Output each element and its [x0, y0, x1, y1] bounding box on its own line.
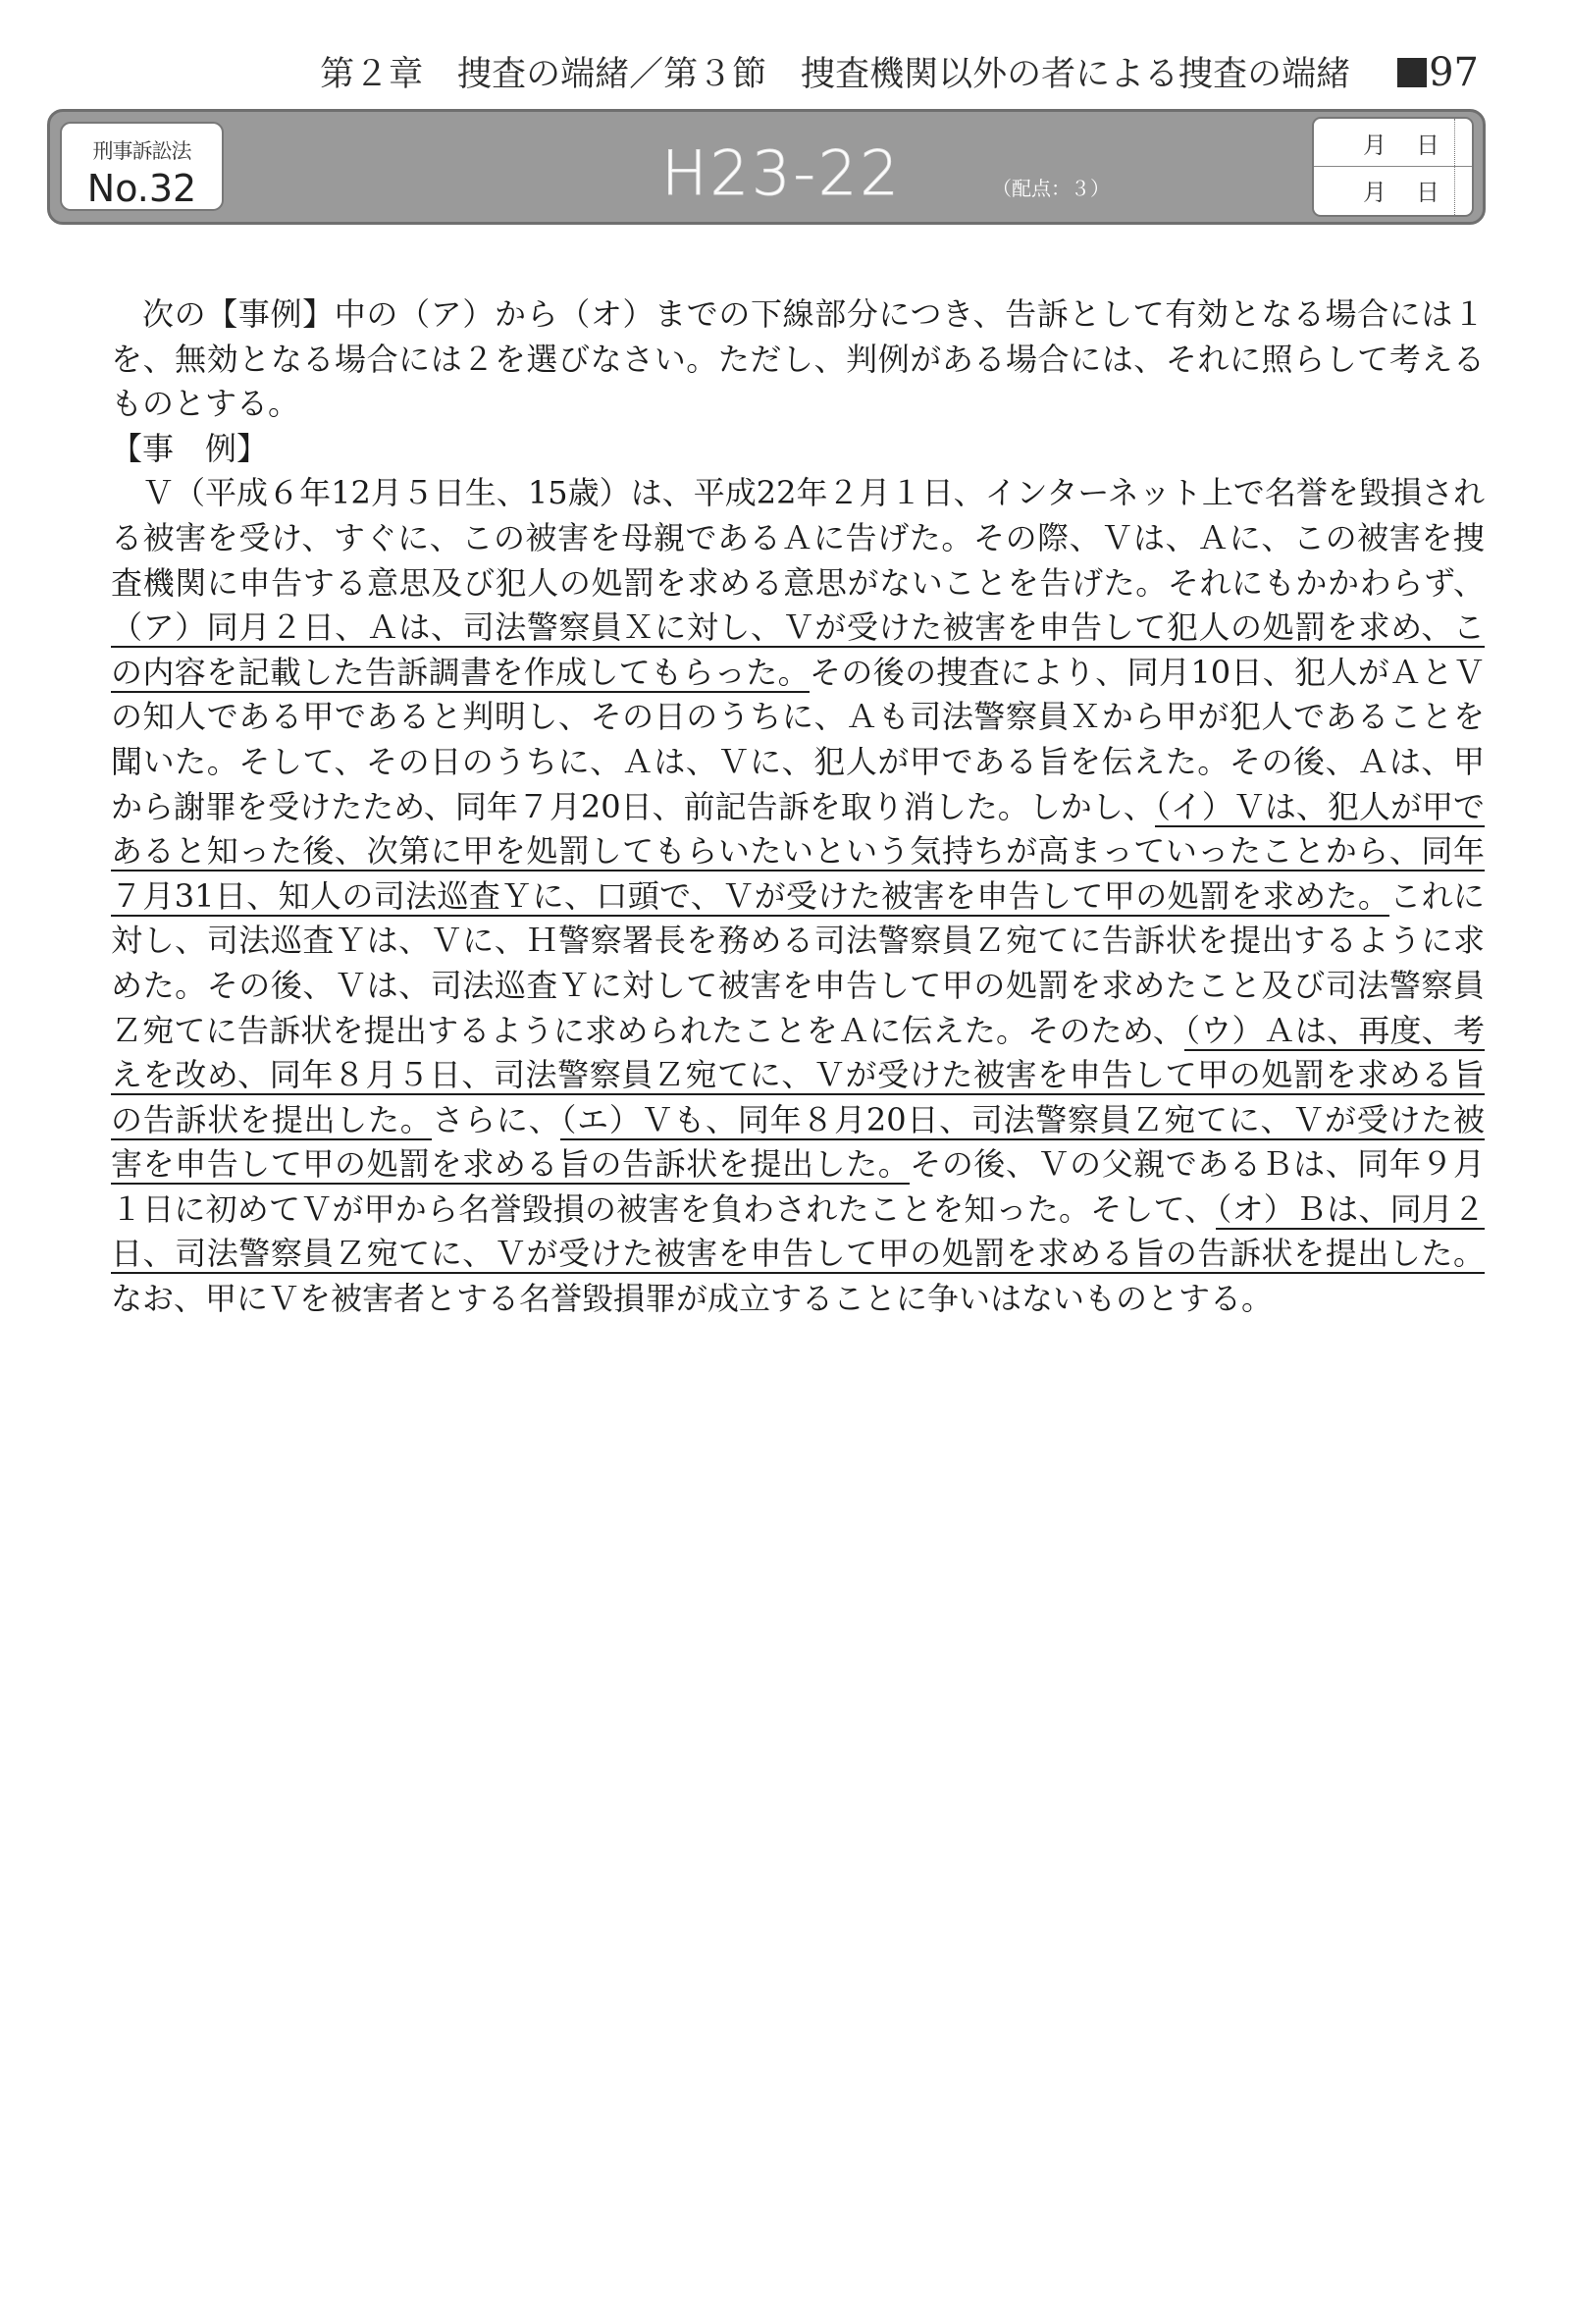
month-label: 月: [1363, 179, 1387, 206]
case-text-segment: これに対し、司法巡査Ｙは、Ｖに、Ｈ警察署長を務める司法警察員Ｚ宛てに告訴状を提出するように求めた。その後、Ｖは、司法巡査Ｙに対して被害を申告して甲の処罰を求めたこと及び司法警察員Ｚ宛てに告訴状を提出するように求められたことをＡに伝えた。そのため、: [111, 876, 1485, 1049]
score-label: （配点：３）: [992, 177, 1110, 200]
subject-box: [60, 122, 224, 211]
page-number: 97: [1429, 50, 1479, 95]
case-heading: 【事 例】: [111, 429, 269, 467]
question-banner: [47, 109, 1486, 225]
date-row: [1314, 166, 1472, 213]
question-body: [111, 292, 1485, 1322]
running-header: [320, 47, 1479, 96]
square-marker-icon: [1397, 58, 1427, 87]
underlined-passage: （エ）Ｖも、同年８月20日、司法警察員Ｚ宛てに、Ｖが受けた被害を申告して甲の処罰を求める旨の告訴状を提出した。: [111, 1100, 1485, 1184]
chapter-title: 第２章 捜査の端緒／第３節 捜査機関以外の者による捜査の端緒: [320, 55, 1351, 94]
underlined-passage: （ウ）Ａは、再度、考えを改め、同年８月５日、司法警察員Ｚ宛てに、Ｖが受けた被害を申告して甲の処罰を求める旨の告訴状を提出した。: [111, 1011, 1485, 1138]
subject-label: 刑事訴訟法: [92, 139, 191, 163]
problem-number: No.32: [86, 167, 197, 210]
case-text: [111, 471, 1485, 1321]
day-label: 日: [1416, 179, 1439, 206]
underlined-passage: （イ）Ｖは、犯人が甲であると知った後、次第に甲を処罰してもらいたいという気持ちが高まっていったことから、同年７月31日、知人の司法巡査Ｙに、口頭で、Ｖが受けた被害を申告して甲の処罰を求めた。: [111, 787, 1485, 915]
case-text-segment: その後、Ｖの父親であるＢは、同年９月１日に初めてＶが甲から名誉毀損の被害を負わされたことを知った。そして、: [111, 1145, 1485, 1228]
day-label: 日: [1416, 131, 1439, 159]
instruction-text: 次の【事例】中の（ア）から（オ）までの下線部分につき、告訴として有効となる場合には１を、無効となる場合には２を選びなさい。ただし、判例がある場合には、それに照らして考えるものとする。: [111, 295, 1485, 423]
date-row: [1314, 119, 1472, 166]
underlined-passage: （オ）Ｂは、同月２日、司法警察員Ｚ宛てに、Ｖが受けた被害を申告して甲の処罰を求める旨の告訴状を提出した。: [111, 1189, 1485, 1273]
study-date-box: [1312, 117, 1474, 217]
date-divider: [1454, 119, 1455, 215]
case-text-segment: さらに、: [432, 1100, 561, 1138]
case-text-segment: なお、甲にＶを被害者とする名誉毀損罪が成立することに争いはないものとする。: [111, 1280, 1274, 1318]
case-text-segment: Ｖ（平成６年12月５日生、15歳）は、平成22年２月１日、インターネット上で名誉を毀損される被害を受け、すぐに、この被害を母親であるＡに告げた。その際、Ｖは、Ａに、この被害を捜査機関に申告する意思及び犯人の処罰を求める意思がないことを告げた。それにもかかわらず、: [111, 474, 1485, 602]
underlined-passage: （ア）同月２日、Ａは、司法警察員Ｘに対し、Ｖが受けた被害を申告して犯人の処罰を求め、この内容を記載した告訴調書を作成してもらった。: [111, 608, 1485, 691]
case-text-segment: その後の捜査により、同月10日、犯人がＡとＶの知人である甲であると判明し、その日のうちに、Ａも司法警察員Ｘから甲が犯人であることを聞いた。そして、その日のうちに、Ａは、Ｖに、犯人が甲である旨を伝えた。その後、Ａは、甲から謝罪を受けたため、同年７月20日、前記告訴を取り消した。しかし、: [111, 653, 1485, 825]
month-label: 月: [1363, 131, 1387, 159]
question-id: H23-22: [661, 137, 902, 209]
